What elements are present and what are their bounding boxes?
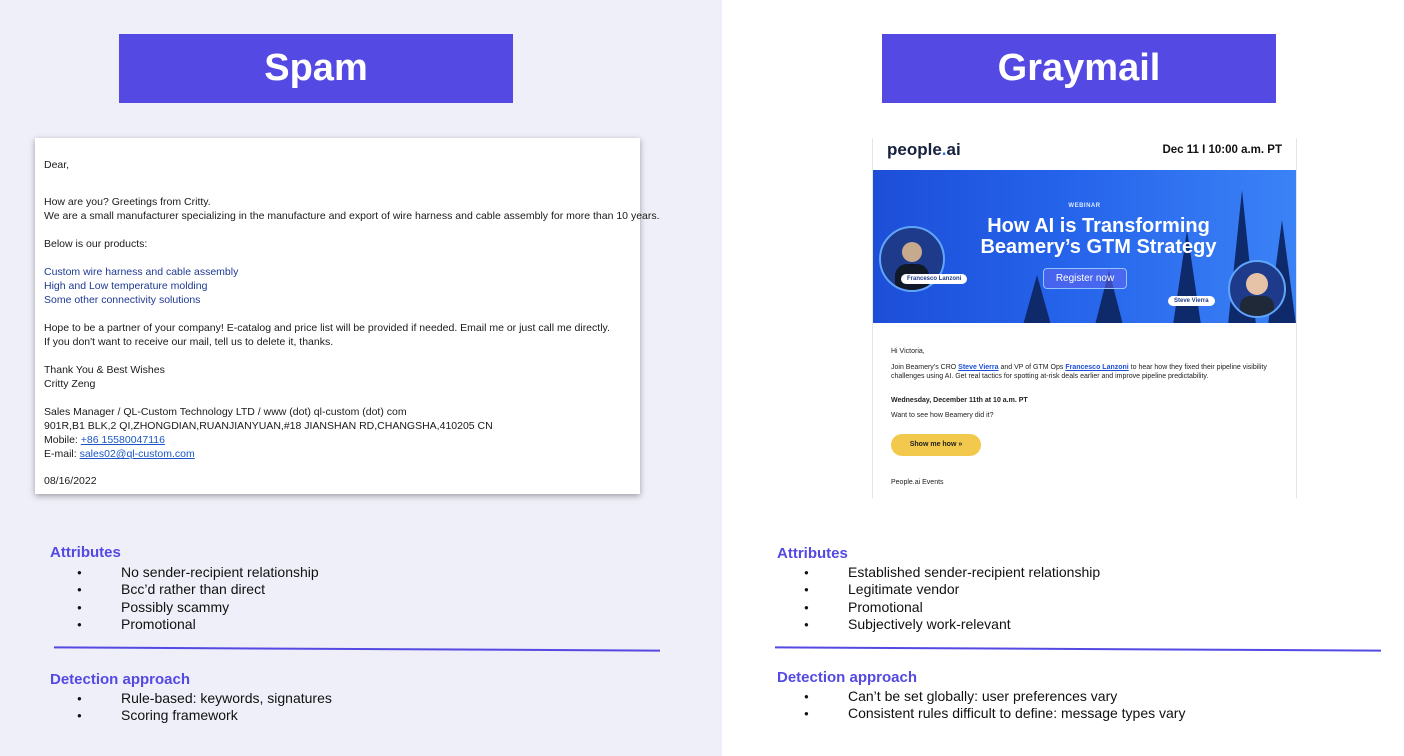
graymail-header: Graymail [882, 34, 1276, 103]
banner-headline: How AI is Transforming [987, 215, 1210, 237]
banner-headline: Beamery’s GTM Strategy [980, 236, 1217, 258]
email-sender-name: Critty Zeng [44, 378, 96, 390]
spam-detection-title: Detection approach [50, 671, 191, 688]
list-item: ● Possibly scammy [50, 599, 319, 616]
webinar-label: WEBINAR [1068, 203, 1101, 209]
speaker-photo [1228, 260, 1286, 318]
email-date: 08/16/2022 [44, 475, 97, 487]
product-item: High and Low temperature molding [44, 280, 208, 292]
list-item: ● Can’t be set globally: user preferences vary [777, 688, 1185, 705]
list-item: ● Promotional [50, 616, 319, 633]
email-line: We are a small manufacturer specializing in the manufacture and export of wire harness and cable assembly for more than 10 years. [44, 210, 660, 222]
people-ai-logo: people.ai [887, 140, 961, 159]
event-when: Wednesday, December 11th at 10 a.m. PT [891, 397, 1028, 404]
email-link[interactable]: sales02@ql-custom.com [79, 448, 195, 460]
event-date: Dec 11 I 10:00 a.m. PT [1162, 144, 1282, 156]
list-item: ● Promotional [777, 599, 1100, 616]
speaker-name: Steve Vierra [1168, 296, 1215, 306]
spam-detection-list [50, 690, 332, 725]
graymail-attributes-title: Attributes [777, 545, 848, 562]
list-item: ● No sender-recipient relationship [50, 564, 319, 581]
graymail-detection-title: Detection approach [777, 669, 918, 686]
email-signoff: Thank You & Best Wishes [44, 364, 165, 376]
spam-email-screenshot [35, 138, 660, 494]
mobile-label: Mobile: [44, 434, 81, 446]
graymail-detection-list [777, 688, 1185, 723]
speaker-link[interactable]: Steve Vierra [958, 364, 999, 371]
show-me-how-button[interactable]: Show me how » [891, 434, 981, 456]
email-question: Want to see how Beamery did it? [891, 412, 994, 419]
divider [775, 646, 1381, 651]
product-item: Custom wire harness and cable assembly [44, 266, 239, 278]
speaker-name: Francesco Lanzoni [901, 274, 967, 284]
list-item: ● Scoring framework [50, 707, 332, 724]
divider [54, 646, 660, 651]
email-contact [44, 448, 195, 460]
list-item: ● Subjectively work-relevant [777, 616, 1100, 633]
spam-attributes-list [50, 564, 319, 633]
email-greeting: Dear, [44, 159, 70, 171]
email-address: 901R,B1 BLK,2 QI,ZHONGDIAN,RUANJIANYUAN,#18 JIANSHAN RD,CHANGSHA,410205 CN [44, 420, 493, 432]
email-greeting: Hi Victoria, [891, 348, 925, 355]
graymail-attributes-list [777, 564, 1100, 633]
email-label: E-mail: [44, 448, 80, 460]
email-footer: People.ai Events [891, 479, 944, 486]
email-mobile [44, 434, 165, 446]
email-paragraph: Join Beamery’s CRO Steve Vierra and VP of GTM Ops Francesco Lanzoni to hear how they fixed their pipeline visibility challenges using AI. Get real tactics for spotting at-risk deals earlier and improve pipeline predictability. [891, 364, 1267, 380]
register-now-button[interactable]: Register now [1043, 268, 1127, 289]
graymail-email-screenshot [872, 138, 1297, 498]
mobile-link[interactable]: +86 15580047116 [80, 434, 165, 446]
email-line: How are you? Greetings from Critty. [44, 196, 211, 208]
email-company: Sales Manager / QL-Custom Technology LTD / www (dot) ql-custom (dot) com [44, 406, 407, 418]
list-item: ● Bcc’d rather than direct [50, 581, 319, 598]
list-item: ● Legitimate vendor [777, 581, 1100, 598]
list-item: ● Established sender-recipient relationship [777, 564, 1100, 581]
list-item: ● Consistent rules difficult to define: message types vary [777, 705, 1185, 722]
email-line: If you don't want to receive our mail, tell us to delete it, thanks. [44, 336, 334, 348]
spam-attributes-title: Attributes [50, 544, 121, 561]
product-item: Some other connectivity solutions [44, 294, 201, 306]
spam-header: Spam [119, 34, 513, 103]
speaker-link[interactable]: Francesco Lanzoni [1065, 364, 1129, 371]
list-item: ● Rule-based: keywords, signatures [50, 690, 332, 707]
email-line: Below is our products: [44, 238, 148, 250]
graymail-panel [722, 0, 1404, 756]
email-line: Hope to be a partner of your company! E-catalog and price list will be provided if needed. Email me or just call me directly. [44, 322, 610, 334]
webinar-banner [873, 170, 1296, 323]
